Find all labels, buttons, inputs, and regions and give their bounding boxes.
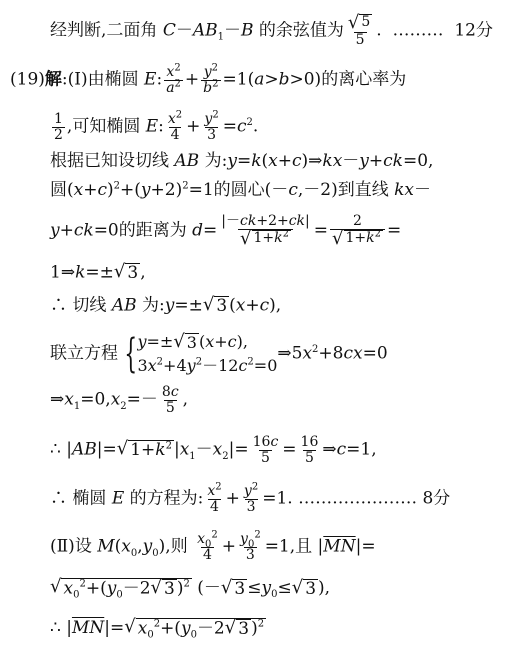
line-8: ∴ 切线 AB 为:y=± √ 3 (x+c), (50, 294, 282, 316)
line-15: ∴ $|\overline{MN}|=$ √ $x_0^2+(y_0-2$ √ 3 )$^2$ (50, 616, 265, 641)
line-4: 根据已知设切线 AB 为:y=k(x+c)⇒kx－y+ck=0, (50, 151, 434, 171)
line-6: y+ck=0的距离为 d= |－ck+2+ck| √ $1+k^2$ = 2 √ $1+k^2$ = (50, 213, 402, 249)
line-3: $\frac{1}{2}$ ,可知椭圆 E: $\frac{x^2}{4}$ + $\frac{y^2}{3}$ $=c^2$. (54, 109, 259, 143)
line-1: 经判断,二面角 $C-AB_1-B$ 的余弦值为 √ 5 5 . ……… 12分 (50, 12, 493, 48)
line-9: 联立方程 { y=± √ 3 (x+c), $3x^2+4y^2-12c^2=0$ $\Rightarrow 5x^2+8cx=0$ (50, 331, 388, 377)
line-14: √ $x_0^2+(y_0-2$ √ 3 )$^2$ (－ √ 3 $\le y_0\le$ √ 3 ), (50, 576, 331, 601)
line-5: 圆$(x+c)^2+(y+2)^2=1$的圆心(－c,－2)到直线 kx－ (50, 180, 431, 200)
line-2: (19)解:(Ⅰ)由椭圆 E: $\frac{x^2}{a^2}$ + $\frac{y^2}{b^2}$ =1(a>b>0)的离心率为 (10, 62, 407, 96)
line-11: ∴ |AB|= √ $1+k^2$ $|x_1-x_2|=$ $\frac{16c}{5}$ = $\frac{16}{5}$ ⇒c=1, (50, 434, 377, 466)
line-12: ∴ 椭圆 E 的方程为: $\frac{x^2}{4}$ + $\frac{y^2}{3}$ =1. ………………… 8分 (50, 481, 451, 515)
line-10: $\Rightarrow x_1=0,x_2=-$ $\frac{8c}{5}$ , (50, 384, 189, 416)
line-7: 1⇒k=± √ 3 , (50, 261, 146, 283)
line-13: (Ⅱ)设 $M(x_0,y_0)$,则 $\frac{x_0^2}{4}$ + $\frac{y_0^2}{3}$ =1,且 $|\overline{MN}|=$ (50, 529, 376, 563)
